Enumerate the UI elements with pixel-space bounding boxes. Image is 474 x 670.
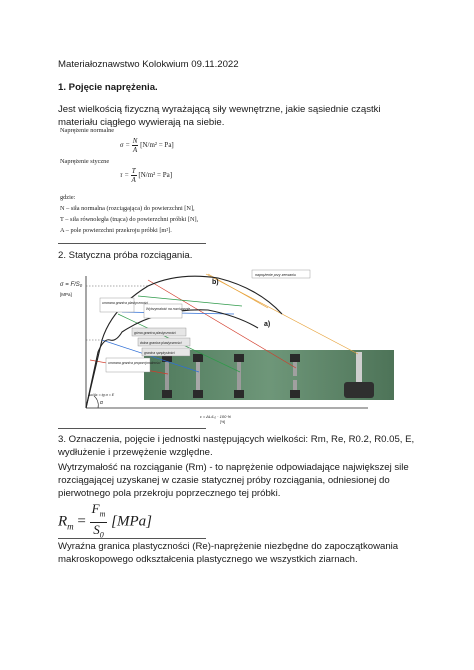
rm-formula: $R_m$ = $\frac{F_m}{S_0}$ [MPa]	[58, 502, 152, 542]
shear-stress-fraction	[131, 167, 137, 184]
stress-strain-diagram	[58, 268, 398, 424]
rm-num-sub: m	[99, 509, 106, 519]
section-3-divider	[58, 538, 206, 539]
flow-label: górna granica plastyczności	[134, 331, 176, 335]
curve-b-label: b)	[212, 279, 219, 286]
shear-stress-den: A	[131, 176, 136, 184]
alpha-label: α	[100, 400, 103, 406]
rm-definition: Wytrzymałość na rozciąganie (Rm) - to naprężenie odpowiadające największej sile rozciągającej uzyskanej w czasie statycznej próby rozciągania, odniesionej do pierwotnego pola przekroju poprzecznego tej próbki.	[58, 462, 409, 499]
sigma-axis-label: σ = F/S₀	[60, 282, 83, 288]
shear-stress-formula	[120, 167, 172, 184]
neck-label: naprężenie przy zerwaniu	[255, 273, 296, 277]
rm-den: S	[93, 521, 100, 537]
section-2-divider	[58, 428, 206, 429]
section-2-heading: 2. Statyczna próba rozciągania.	[58, 250, 193, 261]
rm-num: F	[91, 501, 100, 516]
strain-axis-label: ε = ΔL/L₀ · 100 %	[200, 414, 231, 419]
upper-yield-label: umowna granica plastyczności	[102, 301, 148, 305]
lower-flow-label: dolna granica plastyczności	[140, 341, 182, 345]
mpa-unit-label: [MPa]	[60, 292, 72, 297]
shear-stress-label: Naprężenie styczne	[60, 158, 110, 165]
rm-fraction	[90, 502, 108, 542]
strain-unit-label: [%]	[220, 420, 226, 424]
section-3-heading: 3. Oznaczenia, pojęcie i jednostki następujących wielkości: Rm, Re, R0.2, R0.05, E, wydłużenie i przewężenie względne.	[58, 434, 415, 458]
definition-t: T – siła równoległa (tnąca) do powierzchni próbki [N],	[60, 216, 199, 223]
rm-lhs: R	[58, 513, 68, 530]
elastic-label: granica sprężystości	[144, 351, 175, 355]
normal-stress-fraction	[132, 137, 139, 154]
section-1-heading: 1. Pojęcie naprężenia.	[58, 82, 158, 93]
shear-stress-unit: [N/m² = Pa]	[138, 171, 173, 180]
strength-label: Wytrzymałość na rozciąganie	[146, 307, 191, 311]
section-1-definition: Jest wielkością fizyczną wyrażającą siły wewnętrzne, jakie sąsiednie cząstki materiału ciągłego wywierają na siebie.	[58, 104, 381, 128]
hooke-law-label: Δσ/Δε = tg α = E	[88, 393, 115, 397]
re-definition: Wyraźna granica plastyczności (Re)-naprężenie niezbędne do zapoczątkowania makroskopowego odkształcenia plastycznego we wszystkich ziarnach.	[58, 541, 399, 565]
shear-stress-lhs: τ =	[120, 171, 129, 180]
definition-n: N – siła normalna (rozciągająca) do powierzchni [N],	[60, 205, 195, 212]
normal-stress-den: A	[132, 146, 138, 154]
normal-stress-label: Naprężenie normalne	[60, 127, 115, 134]
rm-unit: [MPa]	[111, 513, 152, 530]
shear-stress-num: T	[131, 167, 136, 175]
curve-a-label: a)	[264, 321, 271, 328]
proportionality-label: umowna granica proporcjonalności	[108, 361, 161, 365]
where-label: gdzie:	[60, 194, 76, 201]
normal-stress-formula	[120, 137, 174, 154]
definition-a: A – pole powierzchni przekroju próbki [m²].	[60, 227, 172, 234]
document-title: Materiałoznawstwo Kolokwium 09.11.2022	[58, 59, 239, 70]
rm-den-sub: 0	[99, 530, 104, 540]
alpha-arc	[94, 396, 98, 408]
normal-stress-lhs: σ =	[120, 141, 130, 150]
rm-lhs-sub: m	[67, 521, 74, 532]
normal-stress-unit: [N/m² = Pa]	[140, 141, 174, 150]
normal-stress-num: N	[132, 137, 138, 145]
tensile-test-figure	[58, 268, 398, 424]
section-1-divider	[58, 243, 206, 244]
